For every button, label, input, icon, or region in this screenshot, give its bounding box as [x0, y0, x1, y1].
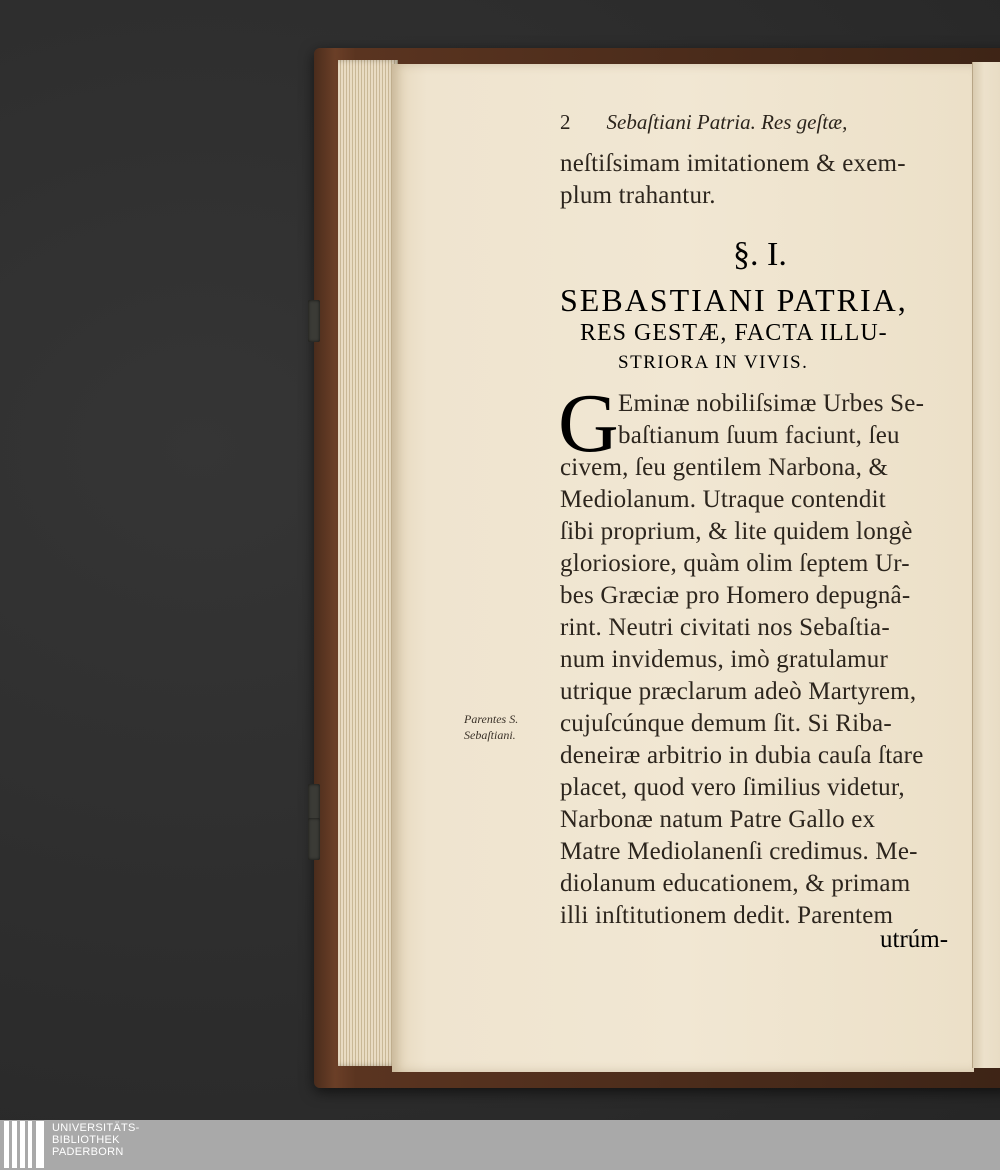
- text-line: cujuſcúnque demum ſit. Si Riba-: [560, 710, 892, 737]
- margin-note: Sebaſtiani.: [464, 728, 516, 742]
- running-head: [560, 110, 847, 135]
- text-line: rint. Neutri civitati nos Sebaſtia-: [560, 614, 890, 641]
- text-line: Matre Mediolanenſi credimus. Me-: [560, 838, 918, 865]
- text-line: illi inſtitutionem dedit. Parentem: [560, 902, 894, 929]
- text-line: bes Græciæ pro Homero depugnâ-: [560, 582, 911, 609]
- chapter-subheading: RES GESTÆ, FACTA ILLU-: [580, 320, 888, 346]
- text-line: baſtianum ſuum faciunt, ſeu: [618, 422, 900, 449]
- section-mark: §. I.: [733, 236, 787, 273]
- text-line: placet, quod vero ſimilius videtur,: [560, 774, 905, 801]
- margin-note: Parentes S.: [464, 712, 519, 726]
- logo-text-line: UNIVERSITÄTS-: [52, 1122, 140, 1134]
- page-edges: [338, 60, 398, 1066]
- text-line: neſtiſsimam imitationem & exem-: [560, 150, 906, 177]
- drop-cap: G: [558, 377, 619, 470]
- text-line: num invidemus, imò gratulamur: [560, 646, 888, 673]
- text-line: civem, ſeu gentilem Narbona, &: [560, 454, 889, 481]
- text-line: utrique præclarum adeò Martyrem,: [560, 678, 917, 705]
- clasp-bottom: [308, 818, 320, 860]
- running-head-title: Sebaſtiani Patria. Res geſtæ,: [606, 110, 848, 134]
- logo-text-line: BIBLIOTHEK: [52, 1134, 120, 1146]
- footer-bar: [0, 1120, 1000, 1170]
- text-line: deneiræ arbitrio in dubia cauſa ſtare: [560, 742, 924, 769]
- page-number: 2: [560, 110, 571, 134]
- text-line: diolanum educationem, & primam: [560, 870, 911, 897]
- text-line: plum trahantur.: [560, 182, 716, 209]
- catchword: utrúm-: [880, 926, 949, 953]
- clasp-top: [308, 300, 320, 342]
- text-line: Narbonæ natum Patre Gallo ex: [560, 806, 876, 833]
- logo-text-line: PADERBORN: [52, 1146, 124, 1158]
- text-line: ſibi proprium, & lite quidem longè: [560, 518, 913, 545]
- chapter-heading: SEBASTIANI PATRIA,: [560, 282, 908, 318]
- facing-page-edge: [972, 62, 1000, 1068]
- text-line: Eminæ nobiliſsimæ Urbes Se-: [618, 390, 925, 417]
- text-line: Mediolanum. Utraque contendit: [560, 486, 886, 513]
- text-line: gloriosiore, quàm olim ſeptem Ur-: [560, 550, 910, 577]
- chapter-subheading: STRIORA IN VIVIS.: [618, 352, 809, 373]
- library-logo-icon: [4, 1121, 48, 1168]
